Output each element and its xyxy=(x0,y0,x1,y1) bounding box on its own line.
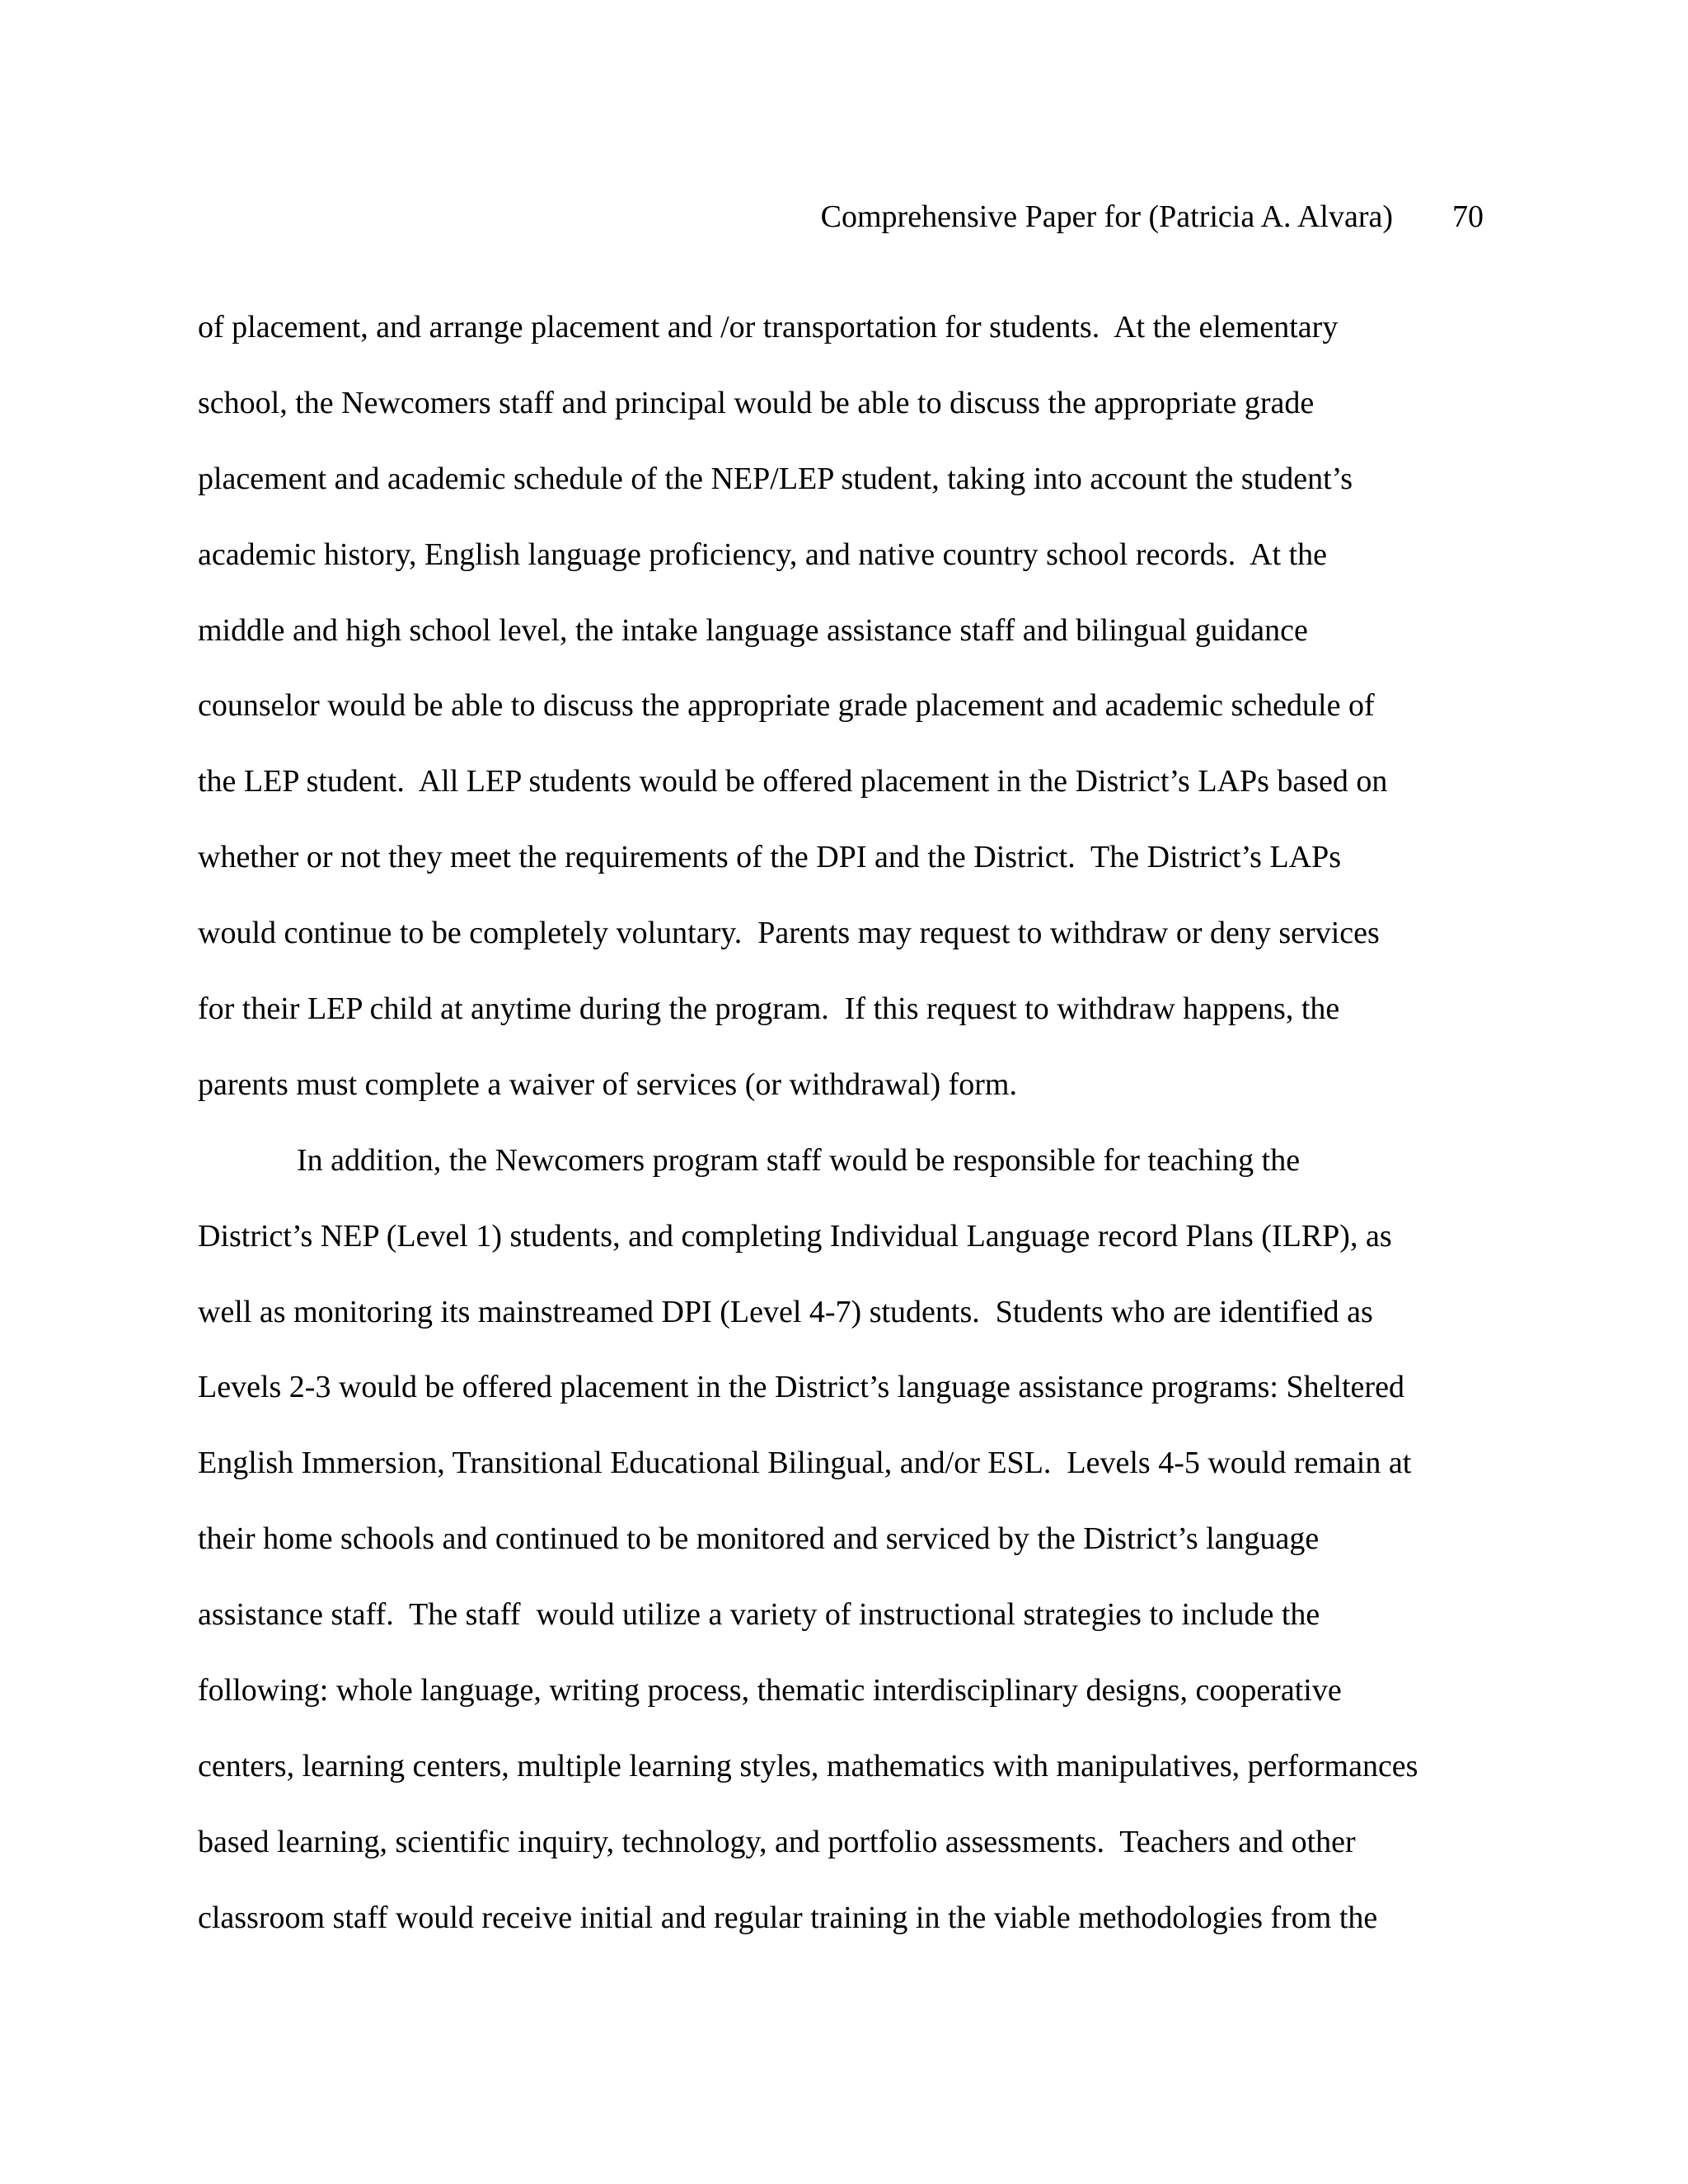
text-line: the LEP student. All LEP students would be offered placement in the District’s LAPs based on xyxy=(198,764,1388,799)
text-line: English Immersion, Transitional Educational Bilingual, and/or ESL. Levels 4-5 would remain at xyxy=(198,1446,1412,1481)
text-line: well as monitoring its mainstreamed DPI (Level 4-7) students. Students who are identified as xyxy=(198,1294,1373,1329)
text-line: of placement, and arrange placement and /or transportation for students. At the elementary xyxy=(198,310,1339,344)
running-header xyxy=(198,196,1484,237)
text-line: placement and academic schedule of the NEP/LEP student, taking into account the student’s xyxy=(198,461,1353,496)
body-text xyxy=(198,290,1517,1957)
text-line: would continue to be completely voluntary. Parents may request to withdraw or deny services xyxy=(198,916,1380,951)
paragraph-first-line: In addition, the Newcomers program staff would be responsible for teaching the xyxy=(297,1142,1301,1178)
text-line: based learning, scientific inquiry, technology, and portfolio assessments. Teachers and other xyxy=(198,1824,1356,1859)
text-line: centers, learning centers, multiple learning styles, mathematics with manipulatives, performances xyxy=(198,1748,1418,1783)
text-line: following: whole language, writing process, thematic interdisciplinary designs, cooperative xyxy=(198,1673,1342,1708)
text-line: assistance staff. The staff would utilize a variety of instructional strategies to include the xyxy=(198,1597,1320,1633)
text-line: Levels 2-3 would be offered placement in the District’s language assistance programs: Sheltered xyxy=(198,1370,1404,1405)
text-line: District’s NEP (Level 1) students, and completing Individual Language record Plans (ILRP), as xyxy=(198,1218,1392,1254)
text-line: counselor would be able to discuss the appropriate grade placement and academic schedule of xyxy=(198,688,1375,724)
text-line: academic history, English language proficiency, and native country school records. At the xyxy=(198,537,1328,572)
text-line: whether or not they meet the requirements of the DPI and the District. The District’s LAPs xyxy=(198,840,1342,875)
text-line: classroom staff would receive initial and regular training in the viable methodologies from the xyxy=(198,1900,1378,1935)
page-number: 70 xyxy=(1452,199,1484,234)
text-line: for their LEP child at anytime during the program. If this request to withdraw happens, the xyxy=(198,991,1340,1027)
text-line: their home schools and continued to be monitored and serviced by the District’s language xyxy=(198,1521,1320,1557)
text-line: school, the Newcomers staff and principal would be able to discuss the appropriate grade xyxy=(198,385,1315,420)
running-title: Comprehensive Paper for (Patricia A. Alvara) xyxy=(820,199,1393,234)
text-line: parents must complete a waiver of services (or withdrawal) form. xyxy=(198,1066,1017,1102)
text-line: middle and high school level, the intake language assistance staff and bilingual guidance xyxy=(198,612,1308,648)
